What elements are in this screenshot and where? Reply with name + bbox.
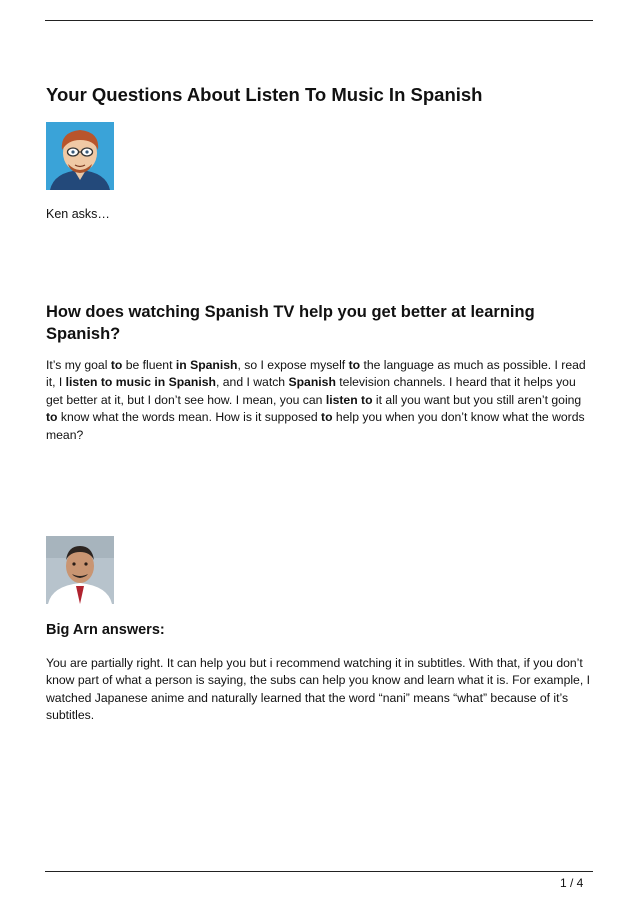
- arn-avatar: [46, 536, 114, 604]
- answerer-label: Big Arn answers:: [46, 622, 165, 638]
- keyword-link[interactable]: to: [321, 410, 333, 425]
- keyword-link[interactable]: listen to: [325, 392, 373, 407]
- keyword-link[interactable]: to: [110, 358, 123, 372]
- keyword-link[interactable]: to: [46, 410, 58, 425]
- question-text: television channels. I heard that it helps you get better at it, but I don’t see how. I mean, you can: [46, 375, 576, 407]
- man-photo-avatar-icon: [46, 536, 114, 604]
- asker-label: Ken asks…: [46, 207, 110, 221]
- question-text: the language as much as possible. I read it, I: [46, 358, 586, 390]
- question-text: It’s my goal: [46, 358, 111, 372]
- cartoon-man-avatar-icon: [46, 122, 114, 190]
- question-body: [46, 357, 592, 444]
- top-rule: [45, 20, 593, 21]
- question-text: know what the words mean. How is it supposed: [57, 410, 322, 425]
- question-text: help you when you don’t know what the words mean?: [46, 410, 585, 442]
- question-text: be fluent: [122, 358, 176, 372]
- question-heading: How does watching Spanish TV help you get better at learning Spanish?: [46, 303, 535, 343]
- keyword-link[interactable]: Spanish: [288, 375, 336, 390]
- question-text: , and I watch: [215, 375, 289, 390]
- bottom-rule: [45, 871, 593, 872]
- answer-body: You are partially right. It can help you but i recommend watching it in subtitles. With that, if you don’t know part of what a person is saying, the subs can help you know and learn what it is. For example, I watched Japanese anime and naturally learned that the word “nani” means “what” because of it’s subtitles.: [46, 656, 590, 723]
- question-text: it all you want but you still aren’t going: [372, 392, 582, 407]
- keyword-link[interactable]: in Spanish: [175, 358, 238, 372]
- ken-avatar: [46, 122, 114, 190]
- page-title: Your Questions About Listen To Music In Spanish: [46, 84, 483, 105]
- question-text: , so I expose myself: [237, 358, 349, 372]
- keyword-link[interactable]: listen to music in Spanish: [65, 375, 216, 390]
- page-number: 1 / 4: [560, 876, 584, 890]
- keyword-link[interactable]: to: [348, 358, 361, 372]
